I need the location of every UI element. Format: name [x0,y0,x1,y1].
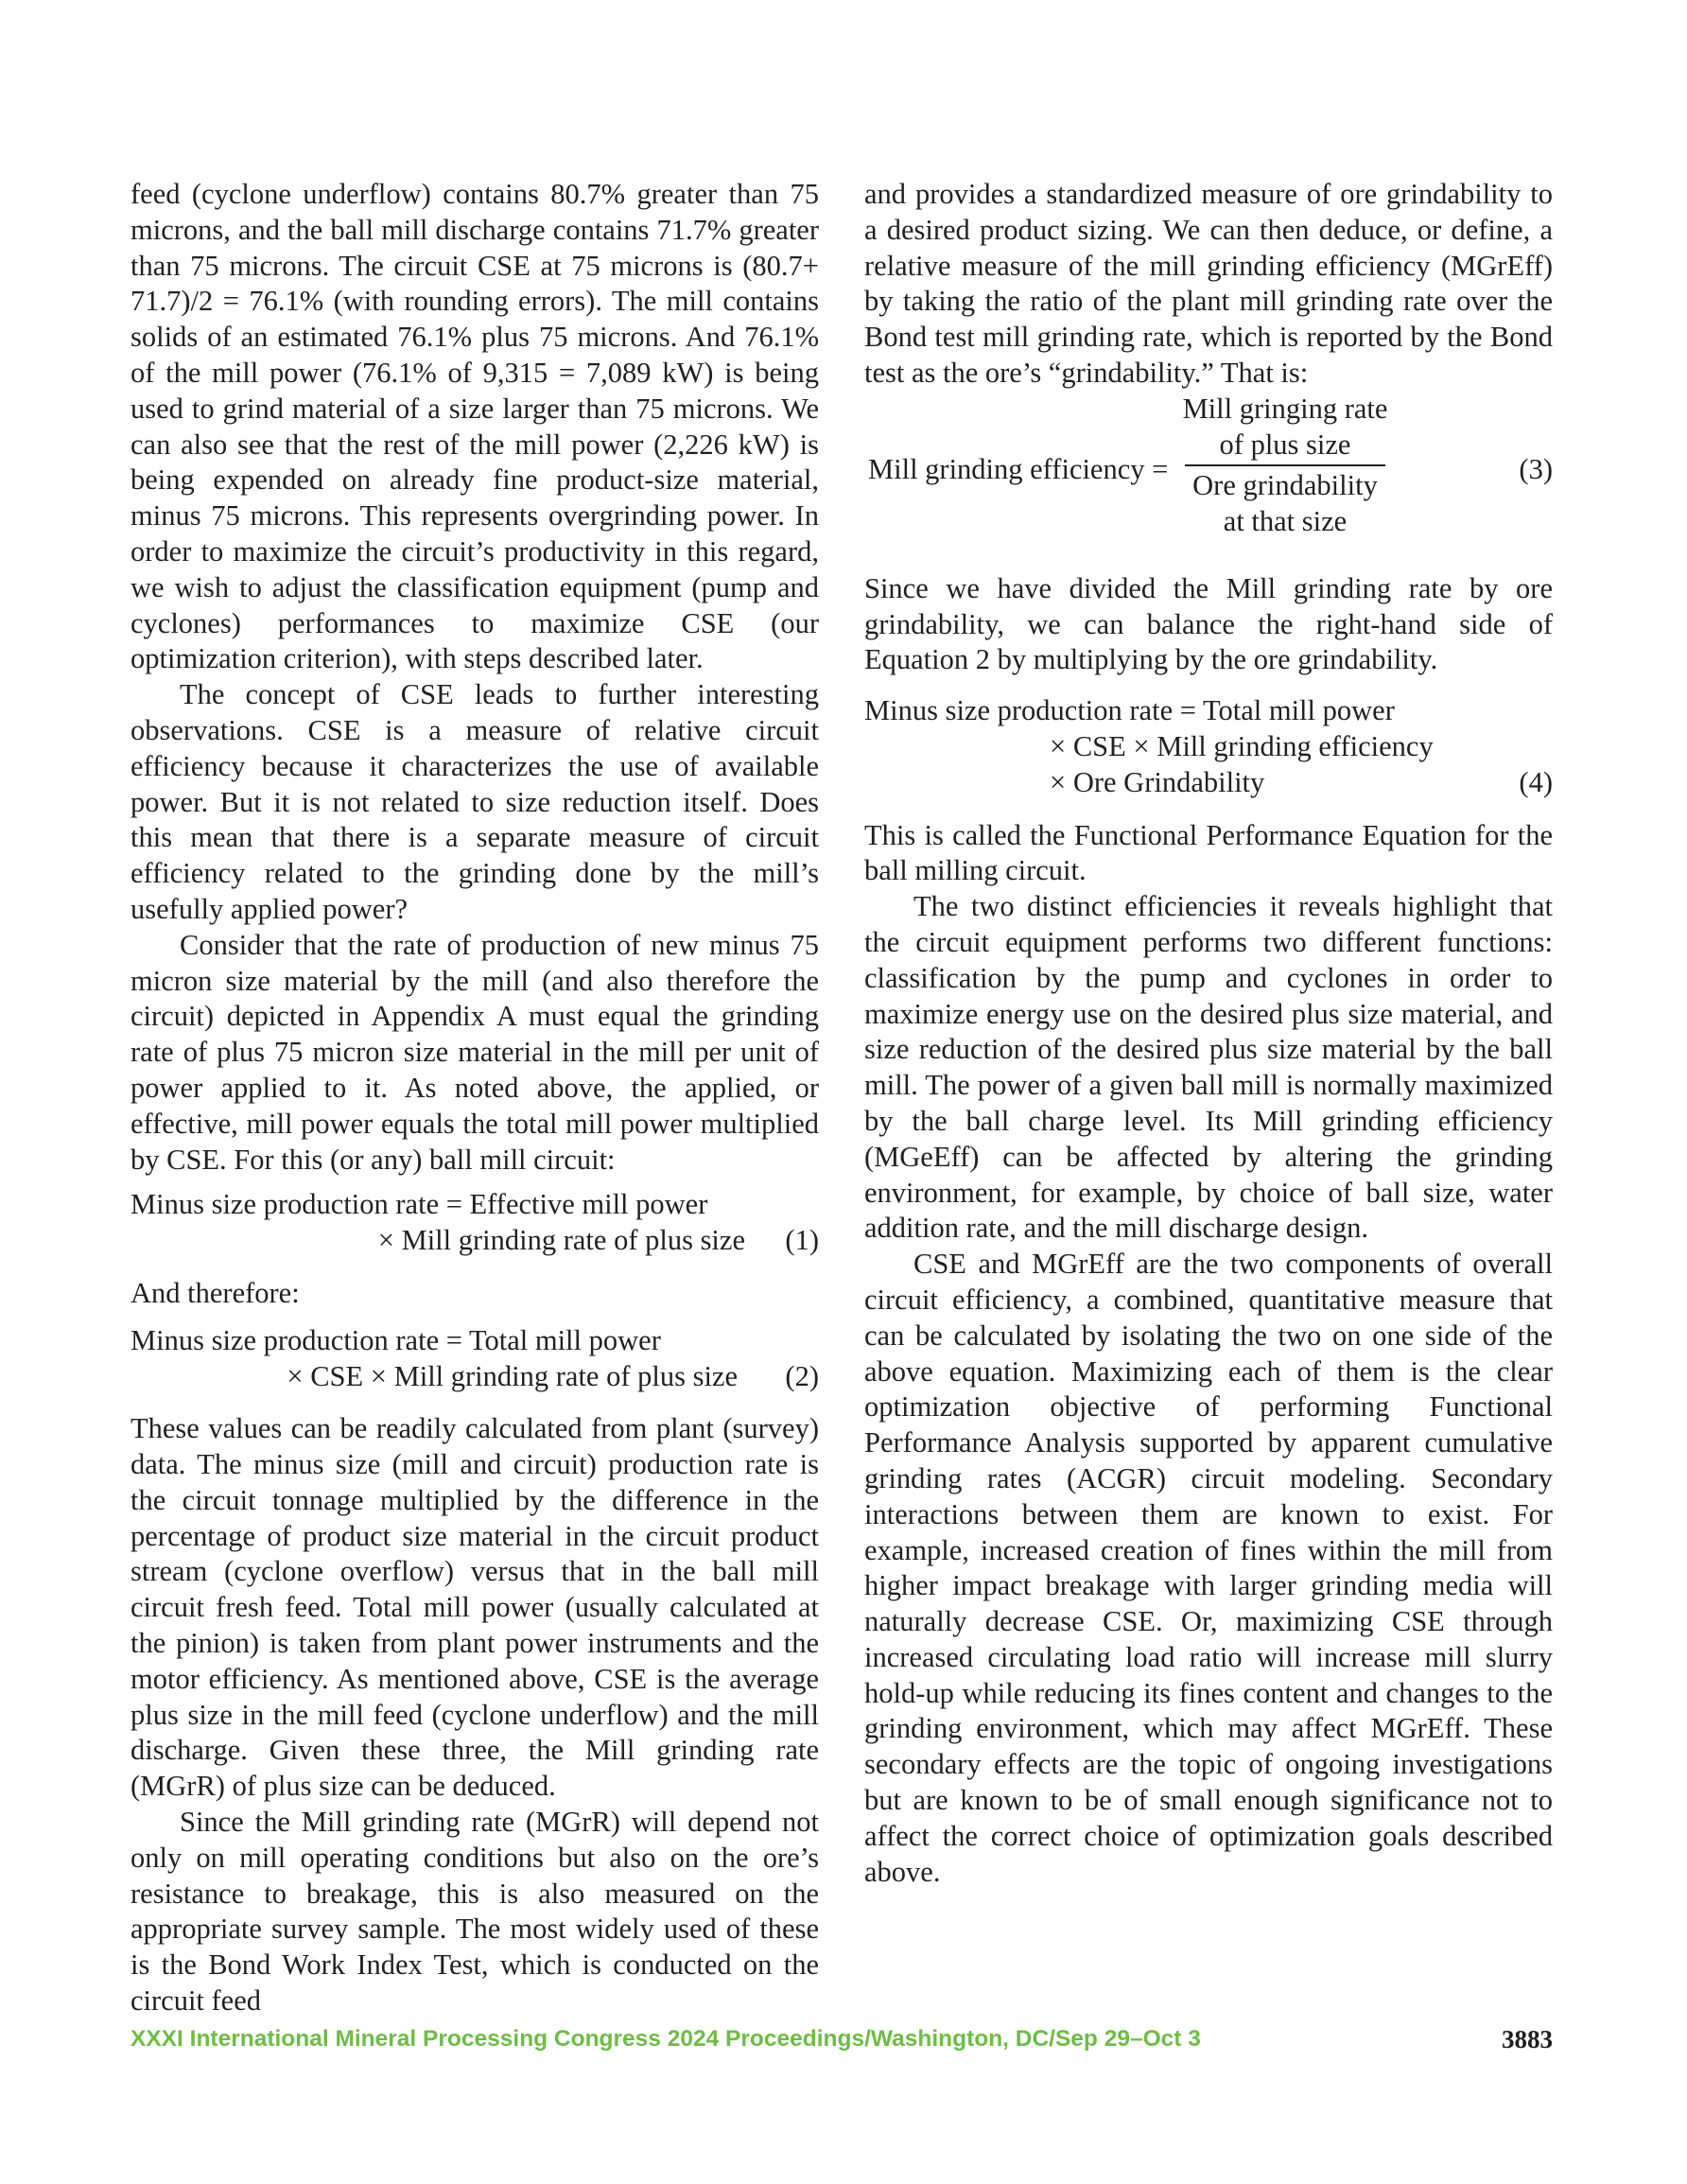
equation-3-numerator-line-2: of plus size [1219,428,1351,461]
paragraph: And therefore: [130,1276,300,1309]
equation-3-fraction [1181,392,1389,540]
page-number: 3883 [1502,2025,1553,2053]
equation-1-line-1: Minus size production rate = Effective mill power [130,1188,708,1221]
paragraph: and provides a standardized measure of ore grindability to a desired product sizing. We can then deduce, or define, a relative measure of the mill grinding efficiency (MGrEff) by taking the ratio of the plant mill grinding rate over the Bond test mill grinding rate, which is reported by the Bond test as the ore’s “grindability.” That is: [864,178,1553,389]
equation-4-line-2: × CSE × Mill grinding efficiency [1050,729,1434,762]
equation-1-number: (1) [785,1224,819,1257]
equation-4-number: (4) [1519,765,1553,798]
equation-3-lhs: Mill grinding efficiency = [868,452,1169,485]
equation-4 [864,693,1553,800]
paragraph: Since the Mill grinding rate (MGrR) will depend not only on mill operating conditions but also on the ore’s resistance to breakage, this is also measured on the appropriate survey sample. The most widely used of these is the Bond Work Index Test, which is conducted on the circuit feed [130,1806,819,2018]
equation-2-number: (2) [785,1359,819,1392]
equation-1 [130,1187,819,1259]
equation-3-denominator-line-1: Ore grindability [1192,468,1378,501]
paragraph: These values can be readily calculated from plant (survey) data. The minus size (mill and circuit) production rate is the circuit tonnage multiplied by the difference in the percentage of product size material in the circuit product stream (cyclone overflow) versus that in the ball mill circuit fresh feed. Total mill power (usually calculated at the pinion) is taken from plant power instruments and the motor efficiency. As mentioned above, CSE is the average plus size in the mill feed (cyclone underflow) and the mill discharge. Given these three, the Mill grinding rate (MGrR) of plus size can be deduced. [130,1412,819,1803]
equation-3-numerator-line-1: Mill gringing rate [1182,392,1388,425]
equation-3-number: (3) [1519,452,1553,485]
equation-4-line-3: × Ore Grindability [1050,765,1265,798]
equation-2-line-1: Minus size production rate = Total mill power [130,1323,661,1356]
equation-2-line-2: × CSE × Mill grinding rate of plus size [287,1359,738,1392]
equation-1-line-2: × Mill grinding rate of plus size [377,1224,745,1257]
paragraph: Since we have divided the Mill grinding rate by ore grindability, we can balance the right-hand side of Equation 2 by multiplying by the ore grindability. [864,571,1553,676]
paragraph: This is called the Functional Performance Equation for the ball milling circuit. [864,818,1553,887]
paragraph: The concept of CSE leads to further interesting observations. CSE is a measure of relative circuit efficiency because it characterizes the use of available power. But it is not related to size reduction itself. Does this mean that there is a separate measure of circuit efficiency related to the grinding done by the mill’s usefully applied power? [130,678,819,925]
equation-2 [130,1323,819,1395]
right-column [864,177,1553,1890]
equation-3 [864,392,1553,552]
footer-proceedings-title: XXXI International Mineral Processing Congress 2024 Proceedings/Washington, DC/Sep 29–Oct 3 [130,2026,1201,2052]
paragraph: Consider that the rate of production of new minus 75 micron size material by the mill (and also therefore the circuit) depicted in Appendix A must equal the grinding rate of plus 75 micron size material in the mill per unit of power applied to it. As noted above, the applied, or effective, mill power equals the total mill power multiplied by CSE. For this (or any) ball mill circuit: [130,928,819,1176]
page-footer [130,2020,1553,2058]
paragraph: CSE and MGrEff are the two components of overall circuit efficiency, a combined, quantitative measure that can be calculated by isolating the two on one side of the above equation. Maximizing each of them is the clear optimization objective of performing Functional Performance Analysis supported by apparent cumulative grinding rates (ACGR) circuit modeling. Secondary interactions between them are known to exist. For example, increased creation of fines within the mill from higher impact breakage with larger grinding media will naturally decrease CSE. Or, maximizing CSE through increased circulating load ratio will increase mill slurry hold-up while reducing its fines content and changes to the grinding environment, which may affect MGrEff. These secondary effects are the topic of ongoing investigations but are known to be of small enough significance not to affect the correct choice of optimization goals described above. [864,1248,1553,1888]
equation-4-line-1: Minus size production rate = Total mill power [864,694,1395,727]
fraction-bar [1185,464,1385,466]
left-column [130,177,819,2019]
equation-3-denominator-line-2: at that size [1223,504,1348,537]
paragraph: The two distinct efficiencies it reveals highlight that the circuit equipment performs two different functions: classification by the pump and cyclones in order to maximize energy use on the desired plus size material, and size reduction of the desired plus size material by the ball mill. The power of a given ball mill is normally maximized by the ball charge level. Its Mill grinding efficiency (MGeEff) can be affected by altering the grinding environment, for example, by choice of ball size, water addition rate, and the mill discharge design. [864,890,1553,1245]
paragraph: feed (cyclone underflow) contains 80.7% greater than 75 microns, and the ball mill discharge contains 71.7% greater than 75 microns. The circuit CSE at 75 microns is (80.7+ 71.7)/2 = 76.1% (with rounding errors). The mill contains solids of an estimated 76.1% plus 75 microns. And 76.1% of the mill power (76.1% of 9,315 = 7,089 kW) is being used to grind material of a size larger than 75 microns. We can also see that the rest of the mill power (2,226 kW) is being expended on already fine product-size material, minus 75 microns. This represents overgrinding power. In order to maximize the circuit’s productivity in this regard, we wish to adjust the classification equipment (pump and cyclones) performances to maximize CSE (our optimization criterion), with steps described later. [130,178,819,675]
